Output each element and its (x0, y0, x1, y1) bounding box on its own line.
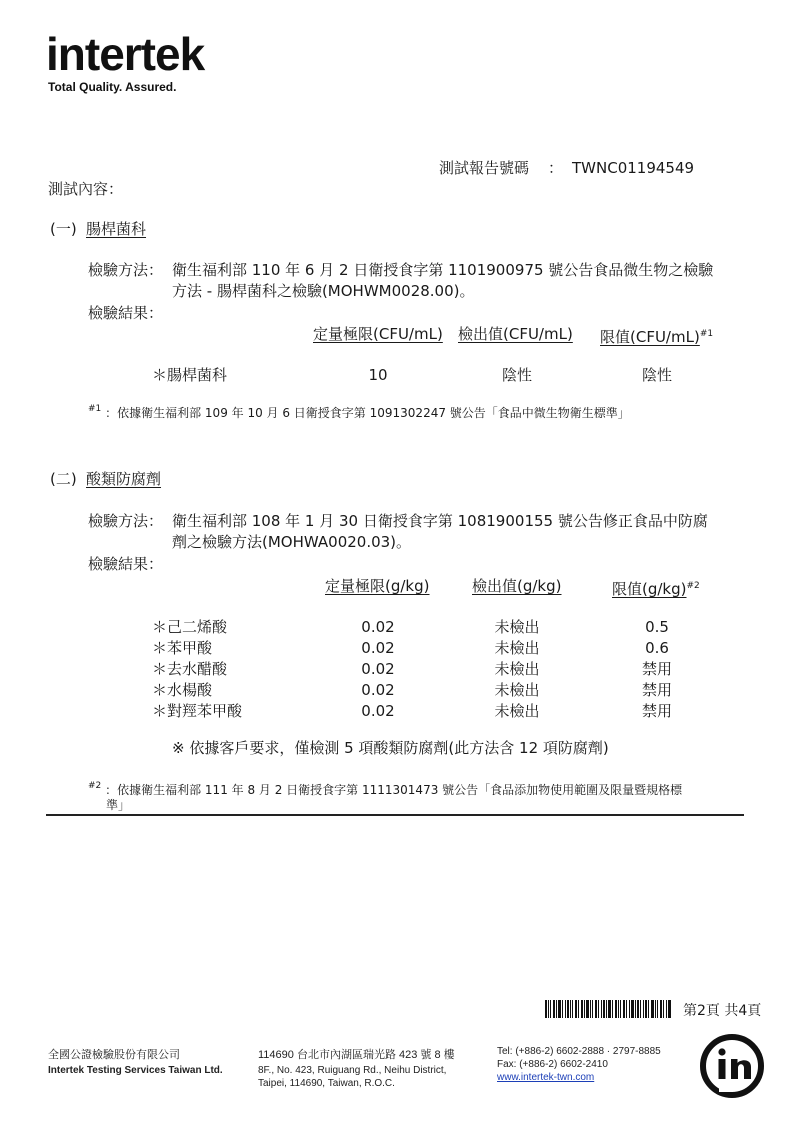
s2-row-value: 未檢出 (494, 639, 540, 657)
section1-method-line2: 方法 - 腸桿菌科之檢驗(MOHWM0028.00)。 (172, 282, 475, 300)
s1-row-value: 陰性 (501, 366, 532, 384)
section1-number: (一) (50, 220, 77, 238)
s2-row-value: 未檢出 (494, 618, 540, 636)
s2-row-loq: 0.02 (361, 639, 395, 657)
footer-website-link[interactable]: www.intertek-twn.com (497, 1072, 595, 1083)
footnote1-mark: #1 (88, 404, 102, 414)
section2-col-value: 檢出值(g/kg) (472, 577, 562, 595)
page-number (683, 1002, 761, 1021)
intertek-badge-icon (698, 1032, 766, 1100)
section2-footnote-line2: 準」 (106, 798, 131, 812)
s2-row-loq: 0.02 (361, 618, 395, 636)
section1-col-loq: 定量極限(CFU/mL) (313, 325, 443, 343)
section-divider (46, 814, 744, 816)
s2-row-limit: 禁用 (641, 660, 672, 678)
s1-row-loq: 10 (368, 366, 388, 384)
section1-method-line1: 衛生福利部 110 年 6 月 2 日衛授食字第 1101900975 號公告食品微生物之檢驗 (172, 261, 714, 279)
section2-method-label: 檢驗方法： (88, 512, 164, 530)
section2-col-limit-text: 限值(g/kg) (612, 580, 687, 598)
s2-row-name: ＊苯甲酸 (152, 639, 213, 657)
logo-tagline: Total Quality. Assured. (48, 80, 177, 94)
s1-row-name: ＊腸桿菌科 (152, 366, 228, 384)
barcode (545, 1000, 671, 1018)
section1-col-limit (600, 324, 713, 347)
s2-row-name: ＊己二烯酸 (152, 618, 228, 636)
section2-footnote-line1 (88, 778, 682, 798)
s2-row-limit: 0.5 (645, 618, 669, 636)
s2-row-value: 未檢出 (494, 702, 540, 720)
report-number-label: 測試報告號碼 (439, 159, 530, 177)
section2-method-line2: 劑之檢驗方法(MOHWA0020.03)。 (172, 533, 412, 551)
section2-col-limit (612, 576, 700, 599)
section1-footnote (88, 401, 630, 421)
report-number: TWNC01194549 (572, 159, 695, 177)
test-content-label: 測試內容： (48, 180, 124, 198)
s2-row-value: 未檢出 (494, 660, 540, 678)
section1-col-limit-text: 限值(CFU/mL) (600, 328, 700, 346)
page-current: 第2頁 (683, 1003, 720, 1019)
s2-row-name: ＊水楊酸 (152, 681, 213, 699)
section1-title: 腸桿菌科 (86, 220, 147, 238)
s1-row-limit: 陰性 (641, 366, 672, 384)
section2-col-limit-sup: #2 (686, 581, 700, 591)
section1-method-label: 檢驗方法： (88, 261, 164, 279)
footnote1-text: ：依據衛生福利部 109 年 10 月 6 日衛授食字第 1091302247 號公告「食品中微生物衛生標準」 (105, 406, 630, 420)
footer-company-zh: 全國公證檢驗股份有限公司 (48, 1049, 180, 1061)
s2-row-loq: 0.02 (361, 660, 395, 678)
footer-tel: Tel: (+886-2) 6602-2888 · 2797-8885 (497, 1046, 661, 1057)
section2-result-label: 檢驗結果： (88, 555, 164, 573)
section2-col-loq: 定量極限(g/kg) (325, 577, 430, 595)
section2-number: (二) (50, 470, 77, 488)
s2-row-loq: 0.02 (361, 702, 395, 720)
page-total: 共4頁 (724, 1003, 762, 1019)
footer-address-en2: Taipei, 114690, Taiwan, R.O.C. (258, 1078, 395, 1089)
section1-result-label: 檢驗結果： (88, 304, 164, 322)
intertek-logo: intertek (46, 28, 205, 80)
footnote2-text: ：依據衛生福利部 111 年 8 月 2 日衛授食字第 1111301473 號公告「食品添加物使用範圍及限量暨規格標 (105, 783, 683, 797)
s2-row-limit: 禁用 (641, 681, 672, 699)
section1-col-value: 檢出值(CFU/mL) (458, 325, 573, 343)
section1-col-limit-sup: #1 (699, 329, 714, 339)
s2-row-name: ＊對羥苯甲酸 (152, 702, 243, 720)
section2-method-line1: 衛生福利部 108 年 1 月 30 日衛授食字第 1081900155 號公告修正食品中防腐 (172, 512, 708, 530)
s2-row-limit: 禁用 (641, 702, 672, 720)
s2-row-name: ＊去水醋酸 (152, 660, 228, 678)
s2-row-limit: 0.6 (645, 639, 669, 657)
section2-note: ※ 依據客戶要求，僅檢測 5 項酸類防腐劑(此方法含 12 項防腐劑) (172, 739, 609, 757)
footnote2-mark: #2 (88, 781, 102, 791)
s2-row-loq: 0.02 (361, 681, 395, 699)
footer-fax: Fax: (+886-2) 6602-2410 (497, 1059, 608, 1070)
footer-company-en: Intertek Testing Services Taiwan Ltd. (48, 1065, 223, 1076)
report-number-separator: ： (548, 159, 564, 177)
s2-row-value: 未檢出 (494, 681, 540, 699)
footer-address-zh: 114690 台北市內湖區瑞光路 423 號 8 樓 (258, 1049, 455, 1061)
section2-title: 酸類防腐劑 (86, 470, 162, 488)
footer-address-en1: 8F., No. 423, Ruiguang Rd., Neihu District, (258, 1065, 447, 1076)
